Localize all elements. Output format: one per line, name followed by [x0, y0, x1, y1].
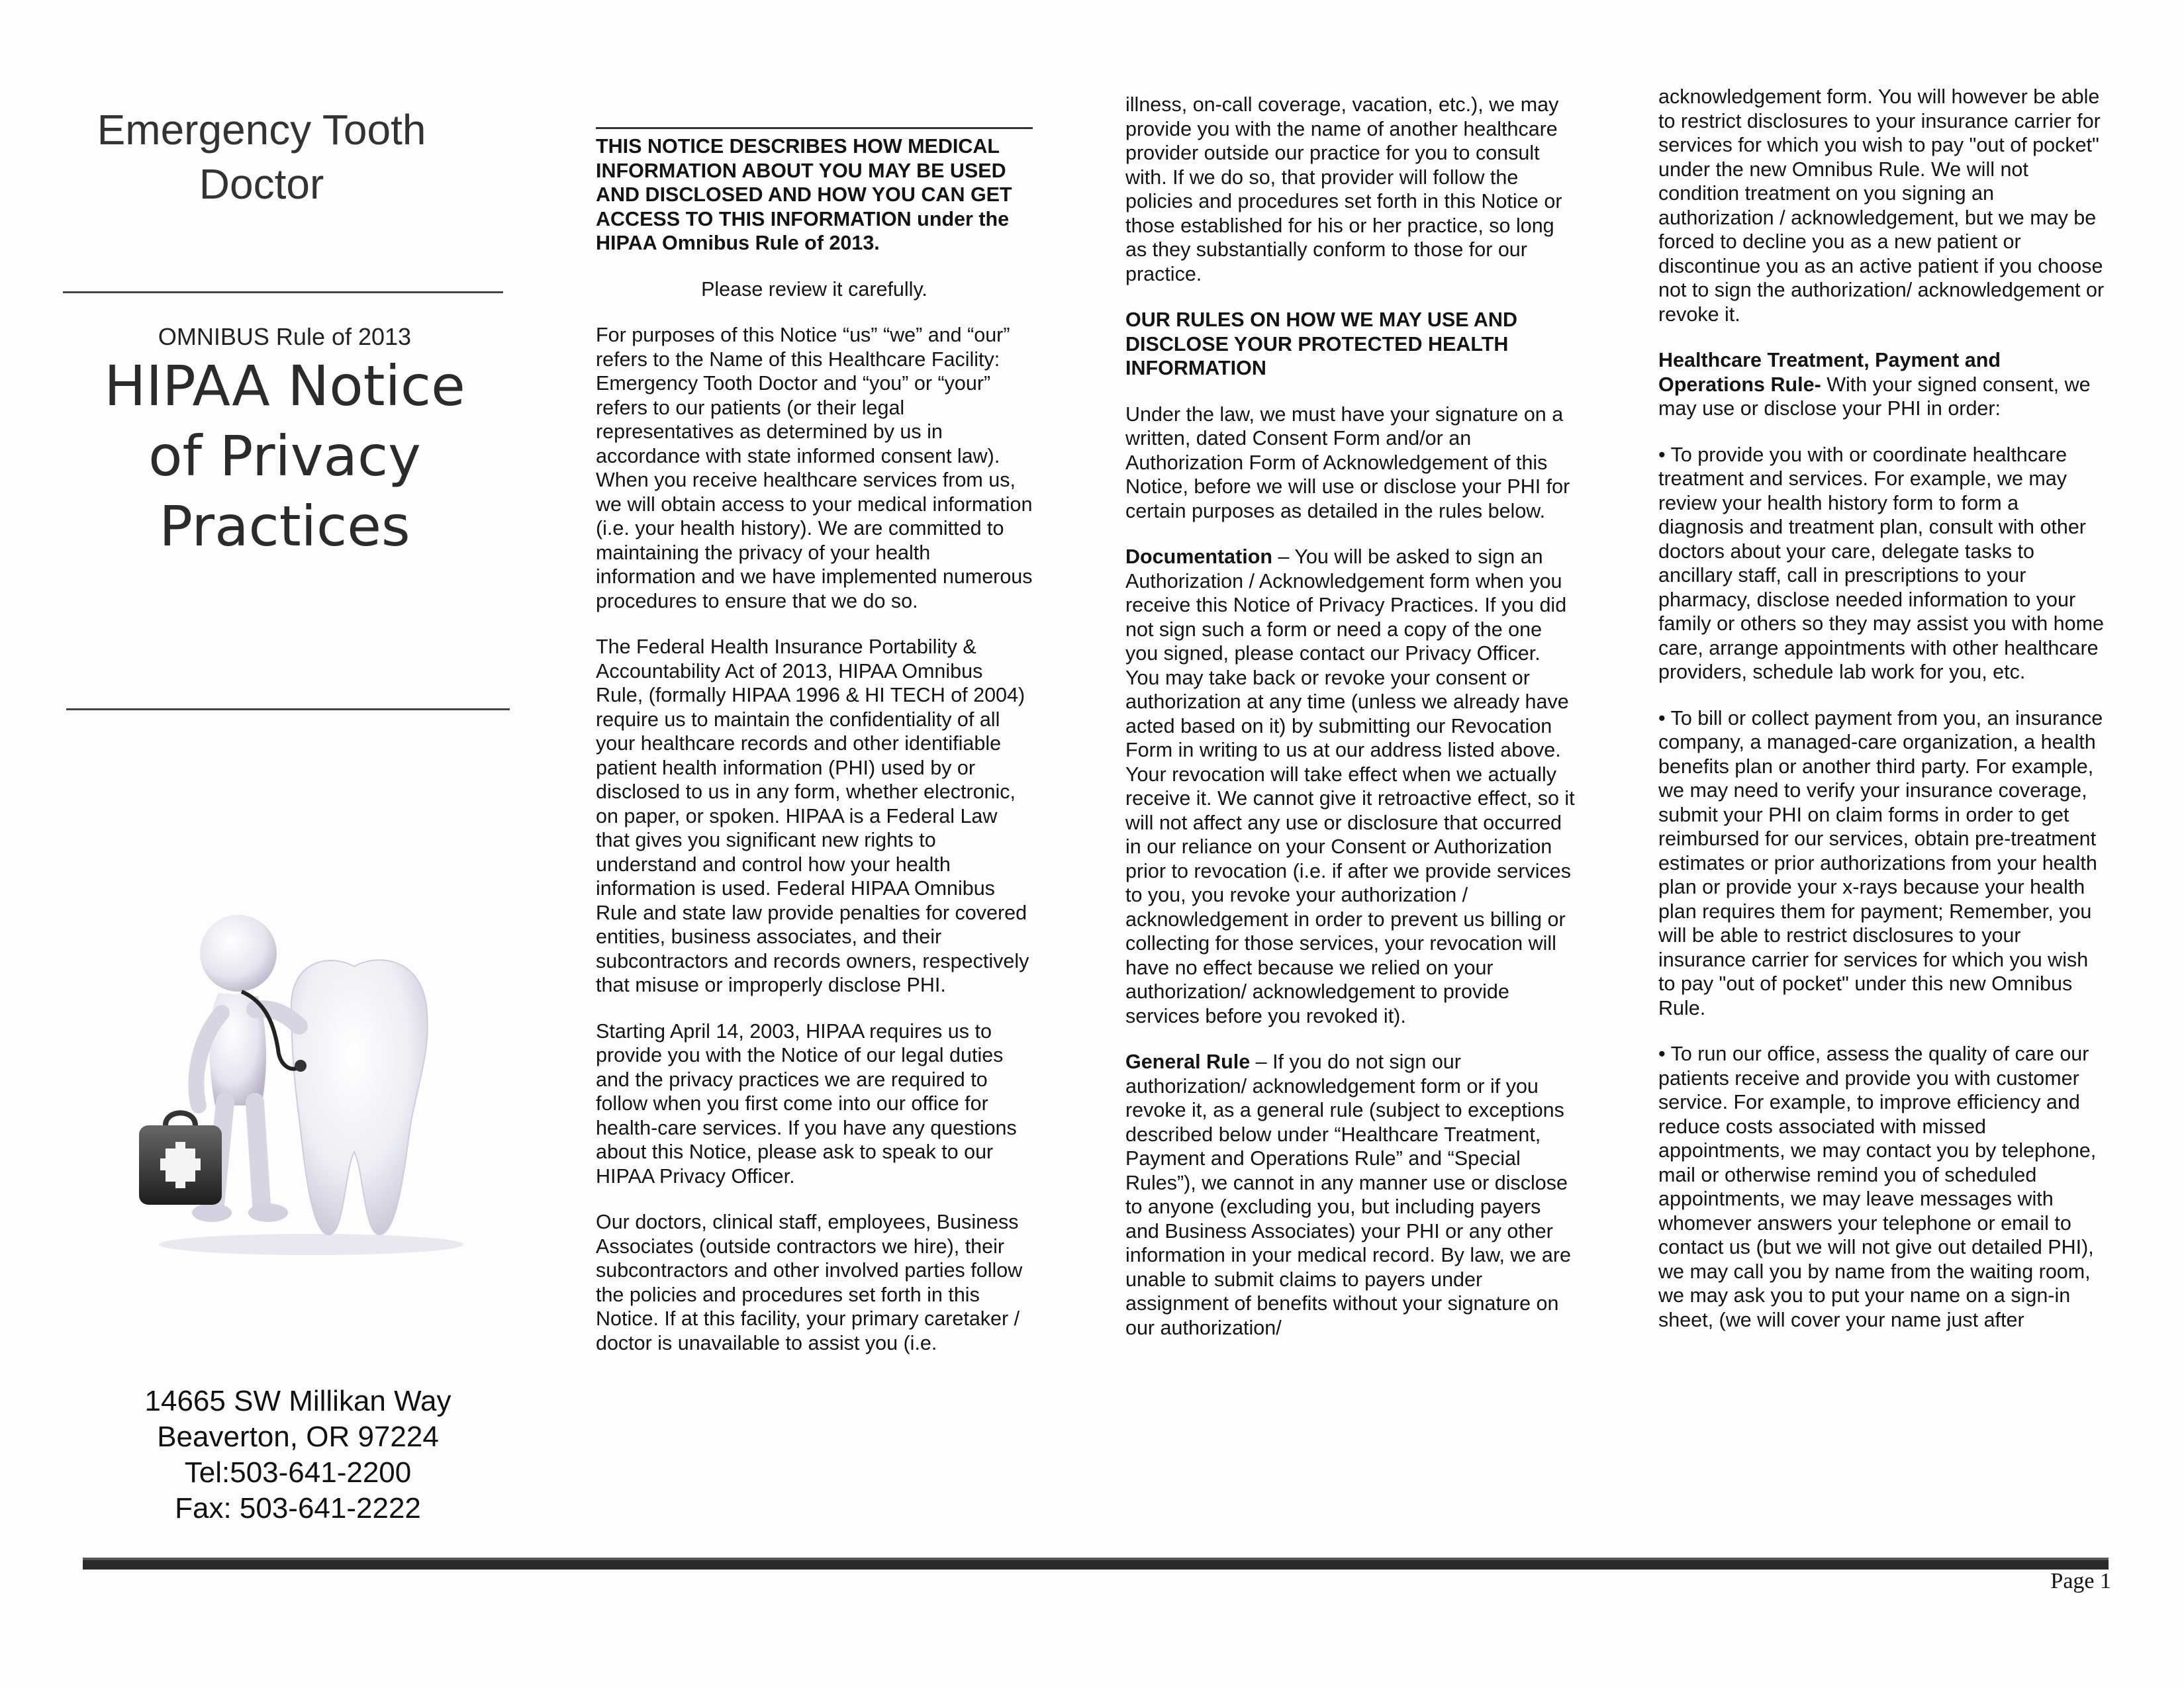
practice-name-line1: Emergency Tooth [97, 106, 426, 154]
fax-number: Fax: 503-641-2222 [175, 1492, 421, 1524]
divider-middle [66, 708, 510, 710]
documentation-label: Documentation [1125, 545, 1272, 568]
paragraph-documentation [1125, 545, 1576, 1028]
practice-name [63, 103, 460, 211]
paragraph-general-rule [1125, 1050, 1576, 1340]
treatment-rule-label: Healthcare Treatment, Payment and Operations Rule- [1658, 349, 2001, 396]
review-line: Please review it carefully. [701, 277, 927, 301]
bullet-office-operations: • To run our office, assess the quality of care our patients receive and provide you with customer service. For example, to improve efficiency and reduce costs associated with missed appointments, we may contact you by telephone, mail or otherwise remind you of scheduled appointments, we may leave messages with whomever answers your telephone or email to contact us (but we will not give out detailed PHI), we may call you by name from the waiting room, we may ask you to put your name on a sign-in sheet, (we will cover your name just after [1658, 1043, 2097, 1331]
general-rule-text: – If you do not sign our authorization/ acknowledgement form or if you revoke it, as a general rule (subject to exceptions described below under “Healthcare Treatment, Payment and Operations Rule” and “Special Rules”), we cannot in any manner use or disclose to anyone (excluding you, but including payers and Business Associates) your PHI or any other information in your medical record. By law, we are unable to submit claims to payers under assignment of benefits without your signature on our authorization/ [1125, 1051, 1571, 1339]
divider-top [63, 291, 503, 293]
paragraph-staff: Our doctors, clinical staff, employees, Business Associates (outside contractors we hire), their subcontractors and other involved parties follow the policies and procedures set forth in this Notice. If at this facility, your primary caretaker / doctor is unavailable to assist you (i.e. [596, 1211, 1023, 1354]
phone-number: Tel:503-641-2200 [184, 1456, 412, 1489]
rules-heading: OUR RULES ON HOW WE MAY USE AND DISCLOSE YOUR PROTECTED HEALTH INFORMATION [1125, 308, 1517, 379]
paragraph-acknowledgement: acknowledgement form. You will however be able to restrict disclosures to your insurance carrier for services for which you wish to pay "out of pocket" under the new Omnibus Rule. We will not condition treatment on you signing an authorization / acknowledgement, but we may be forced to decline you as a new patient or discontinue you as an active patient if you choose not to sign the authorization/ acknowledgement or revoke it. [1658, 85, 2105, 326]
dentist-with-tooth-icon [126, 887, 497, 1258]
footer-rule [83, 1558, 2109, 1570]
documentation-text: – You will be asked to sign an Authorization / Acknowledgement form when you receive this Notice of Privacy Practices. If you did not sign such a form or need a copy of the one you signed, please contact our Privacy Officer. You may take back or revoke your consent or authorization at any time (unless we already have acted based on it) by submitting our Revocation Form in writing to us at our address listed above. Your revocation will take effect when we actually receive it. We cannot give it retroactive effect, so it will not affect any use or disclosure that occurred in our reliance on your Consent or Authorization prior to revocation (i.e. if after we provide services to you, you revoke your authorization / acknowledgement in order to prevent us billing or collecting for those services, your revocation will have no effect because we relied on your authorization/ acknowledgement to provide services before you revoked it). [1125, 545, 1575, 1027]
treatment-rule-text: With your signed consent, we may use or disclose your PHI in order: [1658, 373, 2091, 420]
address-city: Beaverton, OR 97224 [157, 1421, 439, 1453]
paragraph-treatment-rule [1658, 348, 2109, 421]
general-rule-label: General Rule [1125, 1051, 1251, 1073]
title-line2: of Privacy [148, 424, 421, 489]
notice-column-3 [1658, 85, 2109, 1561]
bullet-billing: • To bill or collect payment from you, an insurance company, a managed-care organization, a health benefits plan or another third party. For example, we may need to verify your insurance coverage, submit your PHI on claim forms in order to get reimbursed for our services, obtain pre-treatment estimates or prior authorizations from your health plan or provide your x-rays because your health plan requires them for payment; Remember, you will be able to restrict disclosures to your insurance carrier for services for which you wish to pay "out of pocket" under this new Omnibus Rule. [1658, 706, 2103, 1019]
page-number: Page 1 [2050, 1569, 2111, 1593]
paragraph-continuation: illness, on-call coverage, vacation, etc.), we may provide you with the name of another healthcare provider outside our practice for you to consult with. If we do so, that provider will follow the policies and procedures set forth in this Notice or those established for his or her practice, so long as they substantially conform to those for our practice. [1125, 93, 1562, 285]
bullet-treatment: • To provide you with or coordinate healthcare treatment and services. For example, we may review your health history form to form a diagnosis and treatment plan, consult with other doctors about your care, delegate tasks to ancillary staff, call in prescriptions to your pharmacy, disclose needed information to your family or others so they may assist you with home care, arrange appointments with other healthcare providers, schedule lab work for you, etc. [1658, 443, 2104, 683]
omnibus-subtitle: OMNIBUS Rule of 2013 [158, 323, 412, 350]
paragraph-signature-required: Under the law, we must have your signature on a written, dated Consent Form and/or an Authorization Form of Acknowledgement of this Notice, before we will use or disclose your PHI for certain purposes as detailed in the rules below. [1125, 402, 1570, 522]
notice-header: THIS NOTICE DESCRIBES HOW MEDICAL INFORMATION ABOUT YOU MAY BE USED AND DISCLOSED AND HOW YOU CAN GET ACCESS TO THIS INFORMATION under the HIPAA Omnibus Rule of 2013. [596, 127, 1033, 256]
page-title [60, 351, 510, 561]
notice-column-1 [596, 86, 1033, 1562]
practice-name-line2: Doctor [199, 160, 324, 208]
title-line1: HIPAA Notice [104, 353, 465, 418]
address-street: 14665 SW Millikan Way [144, 1385, 451, 1417]
practice-address [79, 1383, 516, 1526]
paragraph-federal-law: The Federal Health Insurance Portability & Accountability Act of 2013, HIPAA Omnibus Rule, (formally HIPAA 1996 & HI TECH of 2004) require us to maintain the confidentiality of all your healthcare records and other identifiable patient health information (PHI) used by or disclosed to us in any form, whether electronic, on paper, or spoken. HIPAA is a Federal Law that gives you significant new rights to understand and control how your health information is used. Federal HIPAA Omnibus Rule and state law provide penalties for covered entities, business associates, and their subcontractors and records owners, respectively that misuse or improperly disclose PHI. [596, 635, 1029, 996]
notice-column-2 [1125, 86, 1576, 1562]
paragraph-purposes: For purposes of this Notice “us” “we” and “our” refers to the Name of this Healthcare Facility: Emergency Tooth Doctor and “you” or “your” refers to our patients (or their legal representatives as determined by us in accordance with state informed consent law). When you receive healthcare services from us, we will obtain access to your medical information (i.e. your health history). We are committed to maintaining the privacy of your health information and we have implemented numerous procedures to ensure that we do so. [596, 324, 1033, 612]
paragraph-starting-date: Starting April 14, 2003, HIPAA requires us to provide you with the Notice of our legal duties and the privacy practices we are required to follow when you first come into our office for health-care services. If you have any questions about this Notice, please ask to speak to our HIPAA Privacy Officer. [596, 1019, 1017, 1188]
title-line3: Practices [159, 494, 410, 559]
